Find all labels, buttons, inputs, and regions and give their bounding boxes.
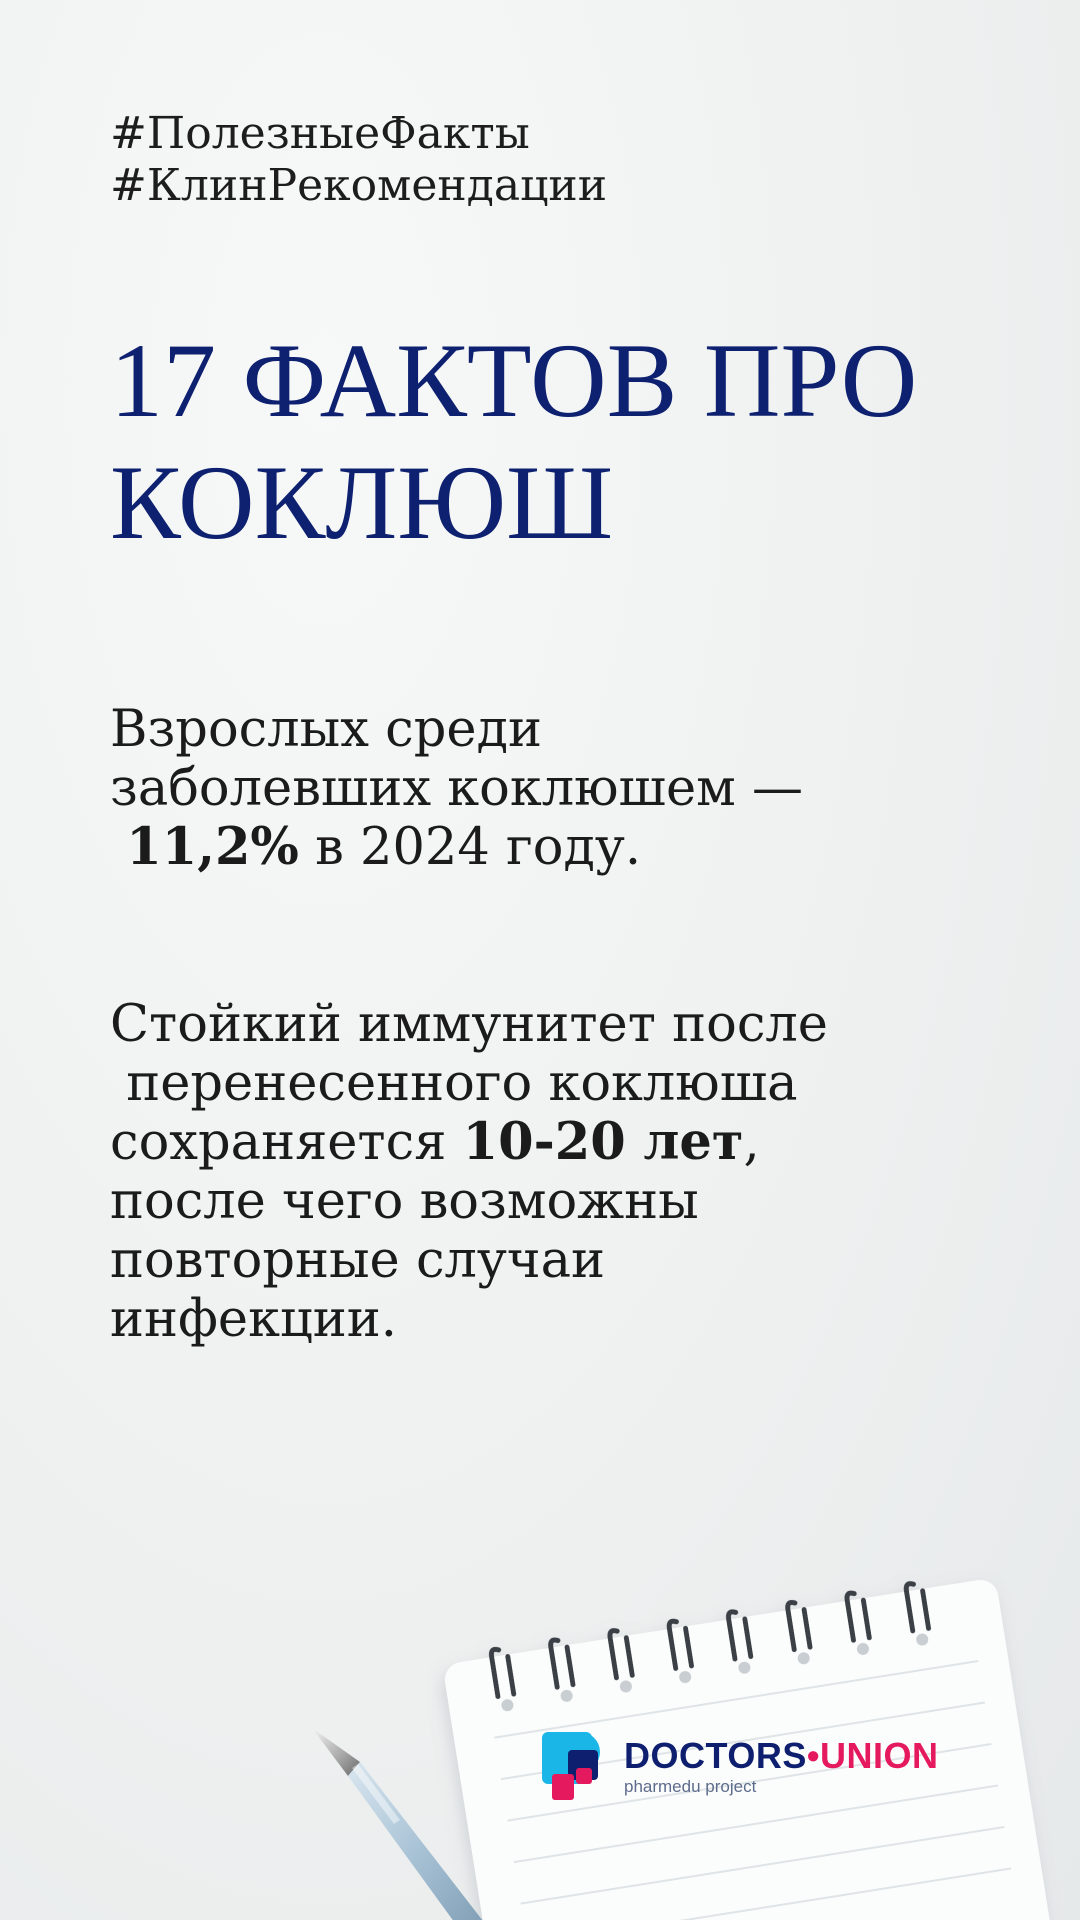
hashtag-clinical-guidelines[interactable]: #КлинРекомендации (110, 160, 608, 211)
fact2-prefix: сохраняется (110, 1113, 463, 1172)
fact2-line-2: перенесенного коклюша (110, 1054, 798, 1113)
doctors-union-logo-mark-icon (540, 1730, 614, 1804)
fact2-line-5: повторные случаи (110, 1231, 606, 1290)
logo-brand-name (624, 1737, 938, 1775)
hashtags (110, 108, 607, 212)
fact2-line-1: Стойкий иммунитет после (110, 995, 828, 1054)
fact1-line-1: Взрослых среди (110, 700, 542, 759)
fact2-line-6: инфекции. (110, 1290, 397, 1349)
notebook-illustration (300, 1500, 1080, 1920)
title-line-1: 17 ФАКТОВ ПРО (110, 322, 918, 439)
brand-logo[interactable] (540, 1730, 938, 1804)
fact-adults-share (110, 700, 870, 877)
hashtag-useful-facts[interactable]: #ПолезныеФакты (110, 108, 530, 159)
fact-immunity-duration (110, 995, 870, 1349)
fact1-tail: в 2024 году. (298, 818, 642, 877)
fact2-suffix: , (743, 1113, 760, 1172)
page-title (110, 320, 1010, 564)
logo-dot: • (806, 1735, 820, 1776)
fact2-line-4: после чего возможны (110, 1172, 699, 1231)
fact1-line-3 (110, 818, 870, 877)
title-line-2: КОКЛЮШ (110, 444, 614, 561)
fact2-value: 10-20 лет (462, 1112, 744, 1172)
fact2-line-3 (110, 1113, 870, 1172)
logo-union: UNION (819, 1735, 939, 1776)
logo-doctors: DOCTORS (624, 1735, 807, 1776)
logo-subtitle: pharmedu project (624, 1777, 757, 1796)
fact1-line-2: заболевших коклюшем — (110, 759, 804, 818)
logo-text (624, 1737, 938, 1797)
fact1-value: 11,2% (126, 817, 299, 877)
